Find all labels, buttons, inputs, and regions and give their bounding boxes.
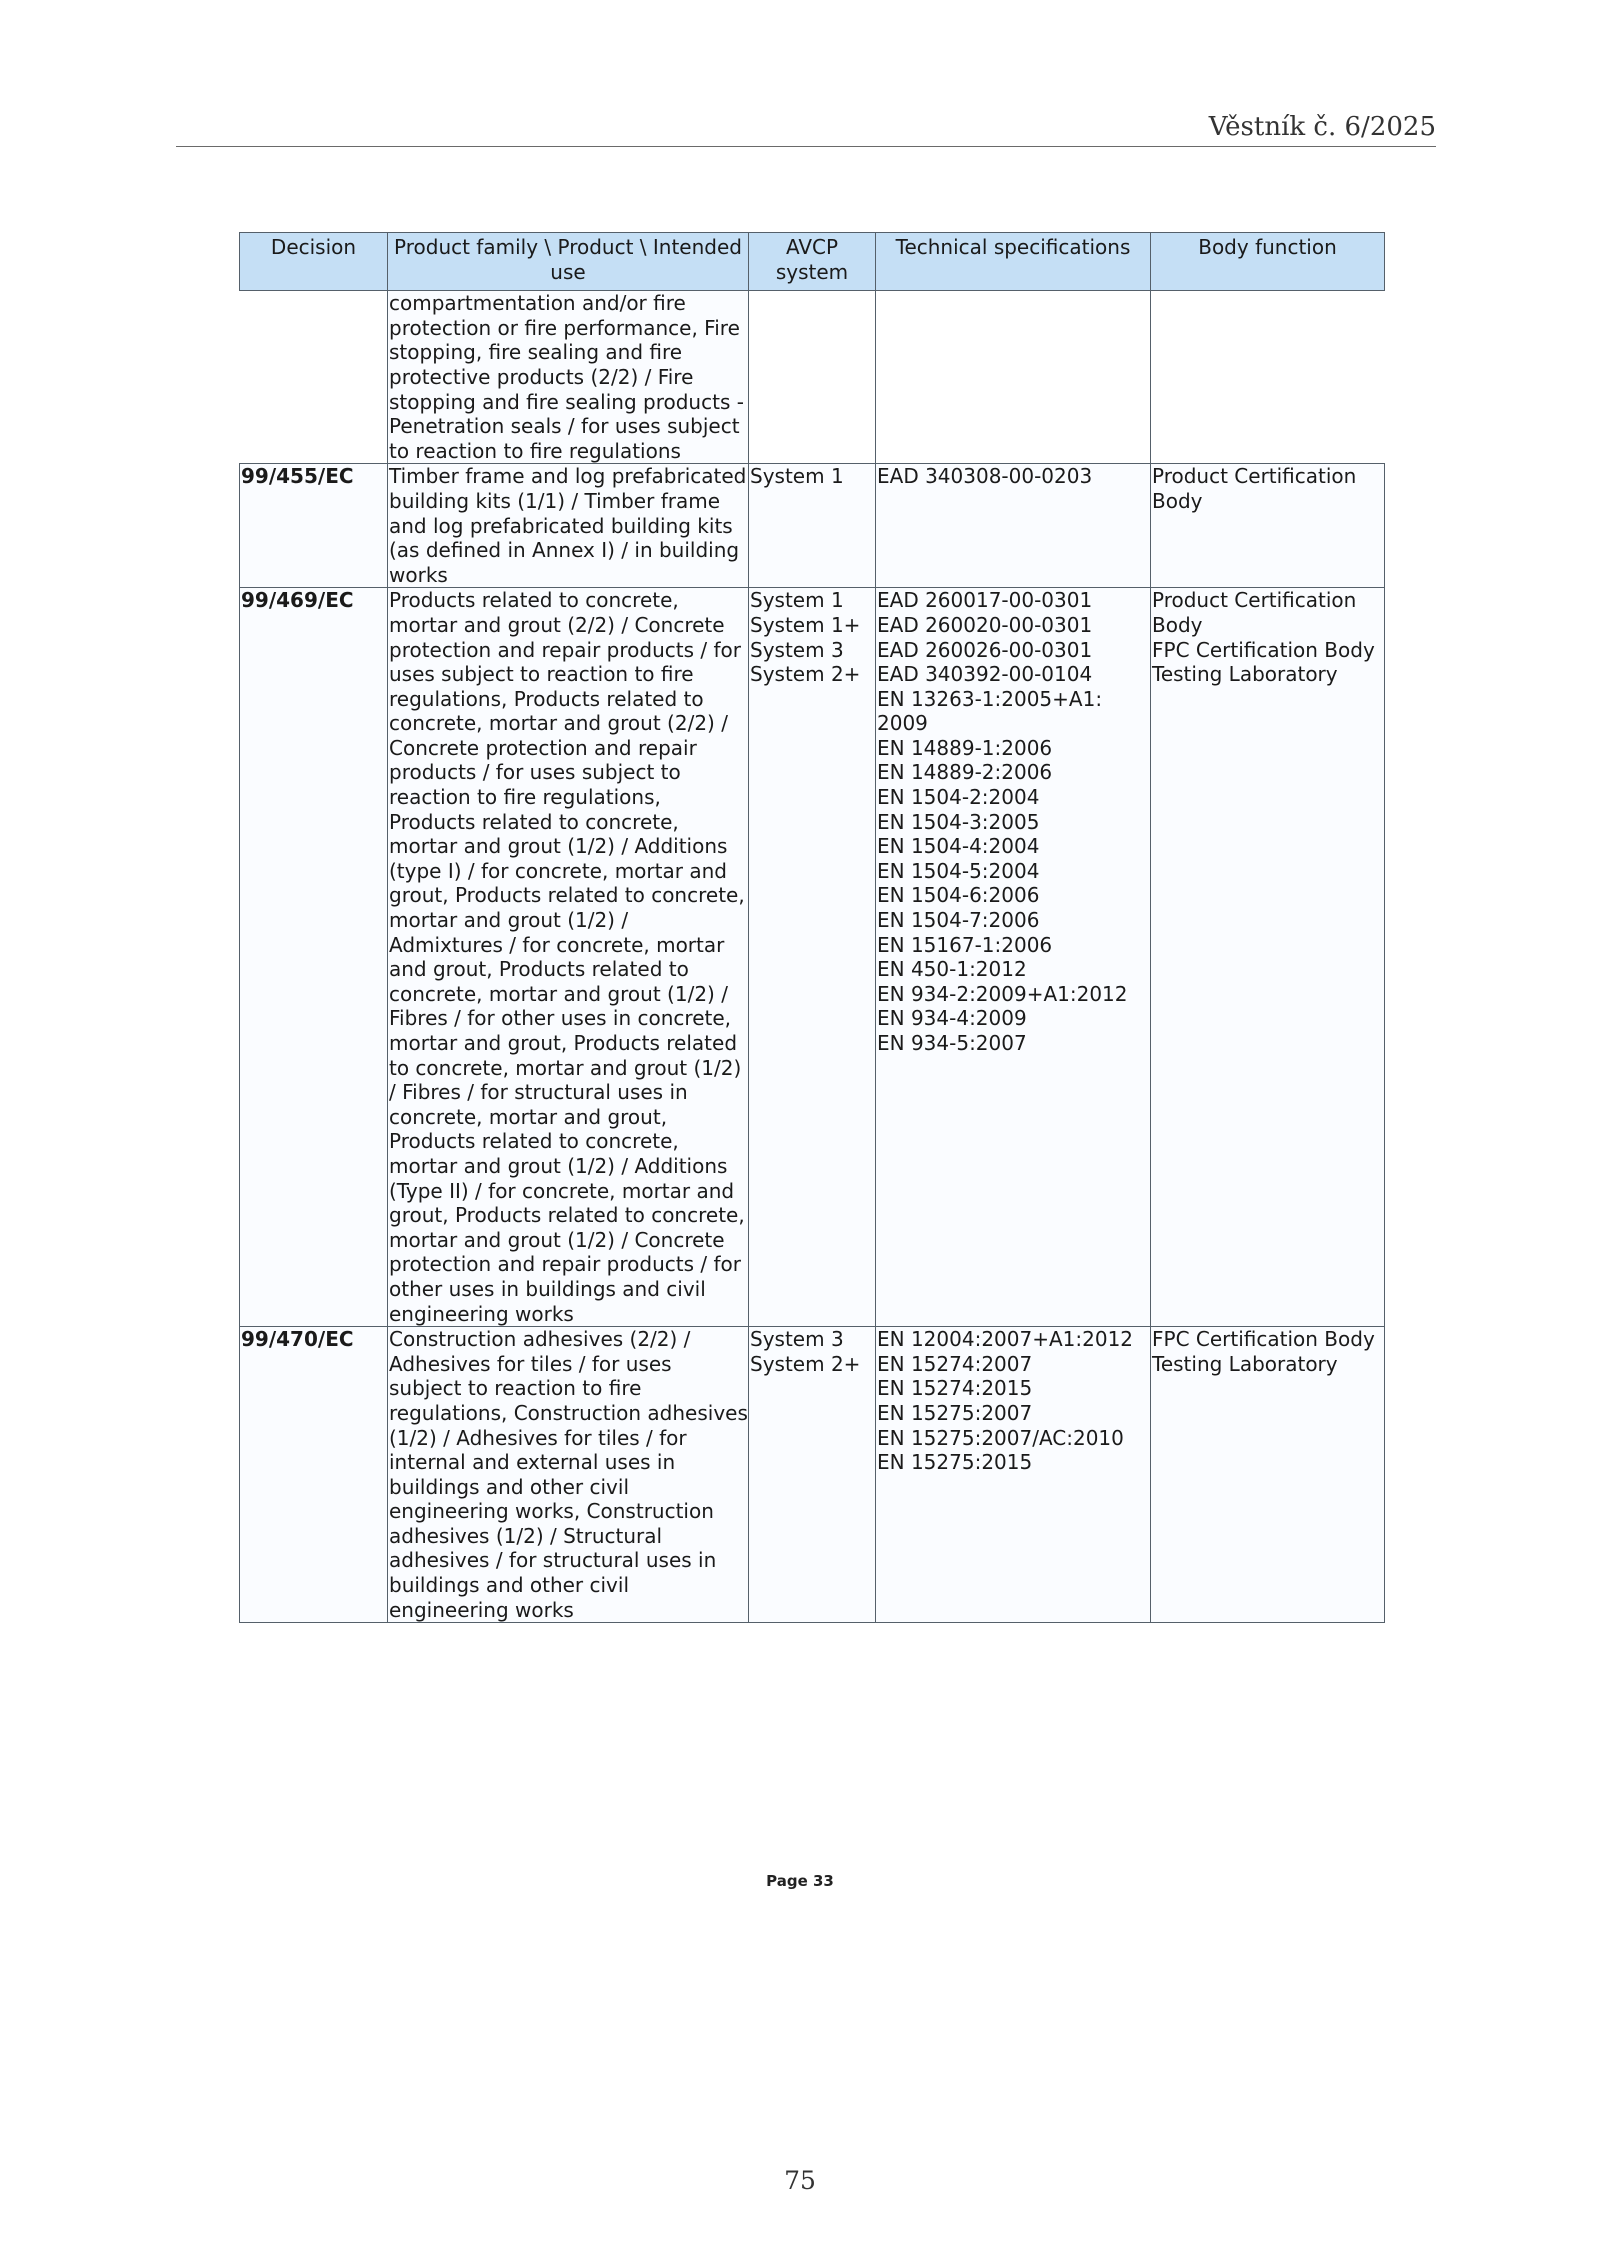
decision-cell: 99/455/EC	[240, 464, 388, 588]
column-header-product: Product family \ Product \ Intended use	[388, 233, 749, 291]
decision-cell: 99/470/EC	[240, 1327, 388, 1623]
running-header	[176, 112, 1436, 147]
avcp-cell: System 1	[749, 464, 876, 588]
page-number: 75	[784, 2166, 816, 2195]
avcp-cell: System 1 System 1+ System 3 System 2+	[749, 588, 876, 1327]
decision-cell: 99/469/EC	[240, 588, 388, 1327]
product-cell: Timber frame and log prefabricated building kits (1/1) / Timber frame and log prefabricated building kits (as defined in Annex I) / in building works	[388, 464, 749, 588]
table-row	[240, 588, 1385, 1327]
continuation-empty-cell	[1151, 291, 1385, 464]
body-function-cell: Product Certification Body FPC Certification Body Testing Laboratory	[1151, 588, 1385, 1327]
continuation-empty-cell	[240, 291, 388, 464]
continuation-empty-cell	[749, 291, 876, 464]
column-header-avcp: AVCP system	[749, 233, 876, 291]
specifications-cell: EAD 260017-00-0301 EAD 260020-00-0301 EAD 260026-00-0301 EAD 340392-00-0104 EN 13263-1:2005+A1: 2009 EN 14889-1:2006 EN 14889-2:2006 EN 1504-2:2004 EN 1504-3:2005 EN 1504-4:2004 EN 1504-5:2004 EN 1504-6:2006 EN 1504-7:2006 EN 15167-1:2006 EN 450-1:2012 EN 934-2:2009+A1:2012 EN 934-4:2009 EN 934-5:2007	[876, 588, 1151, 1327]
column-header-decision: Decision	[240, 233, 388, 291]
body-function-cell: Product Certification Body	[1151, 464, 1385, 588]
table-row	[240, 1327, 1385, 1623]
column-header-body-function: Body function	[1151, 233, 1385, 291]
product-cell: Products related to concrete, mortar and grout (2/2) / Concrete protection and repair products / for uses subject to reaction to fire regulations, Products related to concrete, mortar and grout (2/2) / Concrete protection and repair products / for uses subject to reaction to fire regulations, Products related to concrete, mortar and grout (1/2) / Additions (type I) / for concrete, mortar and grout, Products related to concrete, mortar and grout (1/2) / Admixtures / for concrete, mortar and grout, Products related to concrete, mortar and grout (1/2) / Fibres / for other uses in concrete, mortar and grout, Products related to concrete, mortar and grout (1/2) / Fibres / for structural uses in concrete, mortar and grout, Products related to concrete, mortar and grout (1/2) / Additions (Type II) / for concrete, mortar and grout, Products related to concrete, mortar and grout (1/2) / Concrete protection and repair products / for other uses in buildings and civil engineering works	[388, 588, 749, 1327]
table-row	[240, 464, 1385, 588]
product-cell: Construction adhesives (2/2) / Adhesives for tiles / for uses subject to reaction to fire regulations, Construction adhesives (1/2) / Adhesives for tiles / for internal and external uses in buildings and other civil engineering works, Construction adhesives (1/2) / Structural adhesives / for structural uses in buildings and other civil engineering works	[389, 1327, 748, 1622]
specifications-cell: EAD 340308-00-0203	[876, 464, 1151, 588]
page-label: Page 33	[766, 1872, 834, 1890]
table-row-continuation	[240, 291, 1385, 464]
decisions-table	[239, 232, 1385, 1623]
journal-title: Věstník č. 6/2025	[1208, 112, 1436, 142]
table-header-row	[240, 233, 1385, 291]
product-cell: compartmentation and/or fire protection or fire performance, Fire stopping, fire sealing and fire protective products (2/2) / Fire stopping and fire sealing products - Penetration seals / for uses subject to reaction to fire regulations	[388, 291, 749, 464]
specifications-cell: EN 12004:2007+A1:2012 EN 15274:2007 EN 15274:2015 EN 15275:2007 EN 15275:2007/AC:2010 EN 15275:2015	[876, 1327, 1151, 1623]
avcp-cell: System 3 System 2+	[749, 1327, 876, 1623]
body-function-cell: FPC Certification Body Testing Laboratory	[1151, 1327, 1385, 1623]
continuation-empty-cell	[876, 291, 1151, 464]
column-header-specifications: Technical specifications	[876, 233, 1151, 291]
